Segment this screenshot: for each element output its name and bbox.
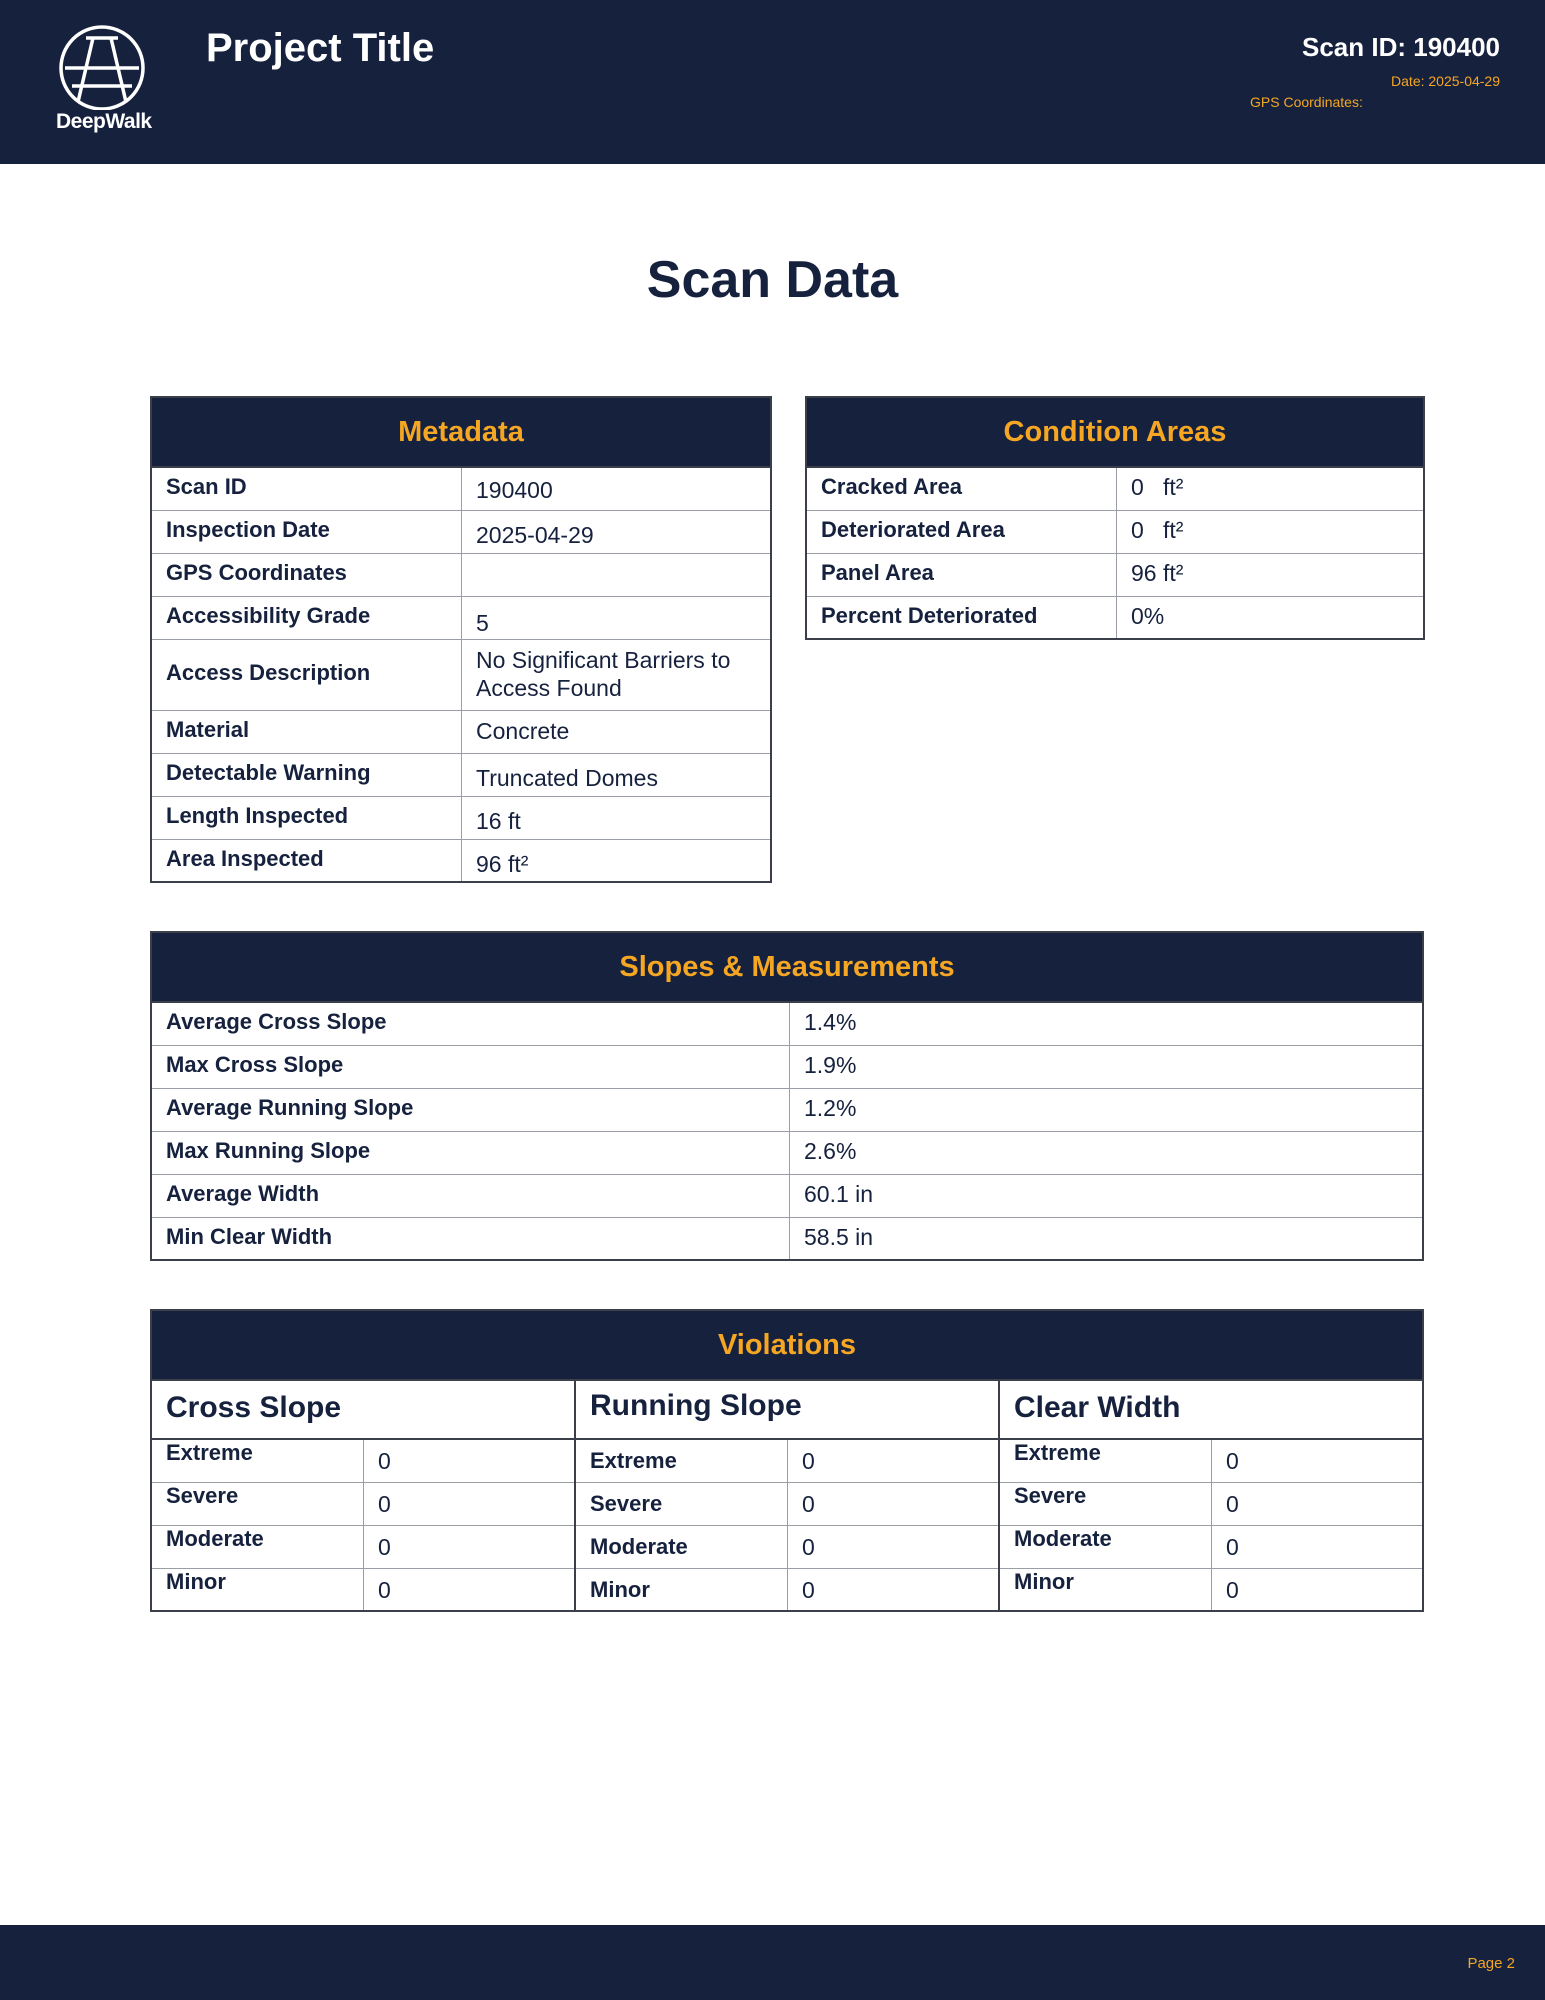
table-row — [152, 1003, 1422, 1045]
row-label: Severe — [152, 1483, 364, 1525]
row-label: Moderate — [152, 1526, 364, 1568]
row-value: Concrete — [476, 718, 570, 744]
table-row — [152, 796, 770, 839]
table-row — [1000, 1440, 1422, 1482]
row-label: Deteriorated Area — [807, 511, 1117, 553]
slopes-measurements-table — [150, 931, 1424, 1261]
page-number: Page 2 — [1467, 1955, 1515, 1972]
table-row — [152, 596, 770, 639]
metadata-title: Metadata — [152, 398, 770, 468]
row-label: GPS Coordinates — [152, 554, 462, 596]
row-label: Minor — [152, 1569, 364, 1610]
row-label: Cracked Area — [807, 468, 1117, 510]
row-label: Access Description — [152, 640, 462, 710]
row-label: Accessibility Grade — [152, 597, 462, 639]
table-row — [1000, 1568, 1422, 1610]
row-label: Minor — [576, 1569, 788, 1610]
violations-title: Violations — [152, 1311, 1422, 1381]
row-value: 1.9% — [804, 1052, 857, 1078]
table-row — [1000, 1525, 1422, 1568]
row-label: Average Running Slope — [152, 1089, 790, 1131]
report-footer — [0, 1925, 1545, 2000]
row-label: Scan ID — [152, 468, 462, 510]
row-value — [462, 554, 770, 596]
violations-table — [150, 1309, 1424, 1612]
row-value: 5 — [476, 610, 489, 636]
table-row — [152, 1568, 574, 1610]
row-label: Moderate — [576, 1526, 788, 1568]
table-row — [152, 710, 770, 753]
violation-column-title: Running Slope — [576, 1381, 998, 1440]
page-title: Scan Data — [646, 251, 899, 309]
table-row — [807, 468, 1423, 510]
row-label: Extreme — [1000, 1440, 1212, 1482]
violation-column-title: Clear Width — [1000, 1381, 1422, 1440]
row-value: 0 — [378, 1534, 391, 1560]
row-label: Minor — [1000, 1569, 1212, 1610]
violations-cross-slope — [152, 1381, 574, 1610]
row-label: Min Clear Width — [152, 1218, 790, 1259]
row-value: 0 — [1226, 1448, 1239, 1474]
header-scan-id: Scan ID: 190400 — [1301, 32, 1500, 62]
row-label: Length Inspected — [152, 797, 462, 839]
row-value: 0 ft² — [1131, 517, 1184, 543]
table-row — [807, 553, 1423, 596]
row-label: Material — [152, 711, 462, 753]
table-row — [576, 1482, 998, 1525]
row-label: Average Cross Slope — [152, 1003, 790, 1045]
table-row — [807, 510, 1423, 553]
row-label: Max Cross Slope — [152, 1046, 790, 1088]
table-row — [152, 553, 770, 596]
table-row — [152, 1045, 1422, 1088]
violations-columns — [152, 1381, 1422, 1610]
row-value: 16 ft — [476, 808, 521, 834]
table-row — [152, 1217, 1422, 1259]
table-row — [152, 1440, 574, 1482]
project-title: Project Title — [206, 26, 435, 70]
row-value: 0 — [802, 1448, 815, 1474]
slopes-title: Slopes & Measurements — [152, 933, 1422, 1003]
deepwalk-logo-icon — [56, 24, 148, 110]
deepwalk-logo — [56, 24, 152, 140]
table-row — [152, 1174, 1422, 1217]
row-value: No Significant Barriers to Access Found — [476, 647, 731, 701]
logo-text: DeepWalk — [56, 110, 152, 133]
condition-title: Condition Areas — [807, 398, 1423, 468]
row-value: 96 ft² — [476, 851, 529, 877]
row-value: 0 — [1226, 1534, 1239, 1560]
row-label: Panel Area — [807, 554, 1117, 596]
row-value: 0 — [1226, 1577, 1239, 1603]
row-label: Moderate — [1000, 1526, 1212, 1568]
row-value: 1.4% — [804, 1009, 857, 1035]
row-label: Inspection Date — [152, 511, 462, 553]
row-label: Severe — [576, 1483, 788, 1525]
table-row — [152, 468, 770, 510]
violations-clear-width — [998, 1381, 1422, 1610]
table-row — [152, 1131, 1422, 1174]
header-gps: GPS Coordinates: — [1250, 94, 1363, 110]
table-row — [576, 1440, 998, 1482]
table-row — [152, 839, 770, 881]
table-row — [152, 1088, 1422, 1131]
row-value: 2025-04-29 — [476, 522, 594, 548]
table-row — [576, 1525, 998, 1568]
row-label: Detectable Warning — [152, 754, 462, 796]
row-label: Severe — [1000, 1483, 1212, 1525]
table-row — [152, 1525, 574, 1568]
row-value: 0% — [1131, 603, 1165, 629]
violations-running-slope — [574, 1381, 998, 1610]
condition-areas-table — [805, 396, 1425, 640]
header-scan-info — [1302, 32, 1500, 89]
row-value: 190400 — [476, 477, 553, 503]
row-value: 0 — [378, 1491, 391, 1517]
table-row — [807, 596, 1423, 638]
table-row — [152, 639, 770, 710]
row-value: 58.5 in — [804, 1224, 874, 1250]
table-row — [576, 1568, 998, 1610]
row-value: 0 — [378, 1448, 391, 1474]
violation-column-title: Cross Slope — [152, 1381, 574, 1440]
row-value: 0 — [378, 1577, 391, 1603]
row-value: 0 — [802, 1534, 815, 1560]
header-date: Date: 2025-04-29 — [1391, 73, 1500, 89]
row-value: 60.1 in — [804, 1181, 874, 1207]
row-value: 0 — [1226, 1491, 1239, 1517]
row-value: 0 ft² — [1131, 474, 1184, 500]
row-value: 2.6% — [804, 1138, 857, 1164]
row-value: 0 — [802, 1577, 815, 1603]
table-row — [152, 753, 770, 796]
row-label: Area Inspected — [152, 840, 462, 881]
row-value: 1.2% — [804, 1095, 857, 1121]
table-row — [1000, 1482, 1422, 1525]
row-label: Extreme — [152, 1440, 364, 1482]
row-label: Max Running Slope — [152, 1132, 790, 1174]
row-label: Percent Deteriorated — [807, 597, 1117, 638]
metadata-table — [150, 396, 772, 883]
table-row — [152, 510, 770, 553]
row-label: Average Width — [152, 1175, 790, 1217]
row-label: Extreme — [576, 1440, 788, 1482]
row-value: Truncated Domes — [476, 765, 658, 791]
table-row — [152, 1482, 574, 1525]
row-value: 96 ft² — [1131, 560, 1184, 586]
row-value: 0 — [802, 1491, 815, 1517]
report-header — [0, 0, 1545, 164]
